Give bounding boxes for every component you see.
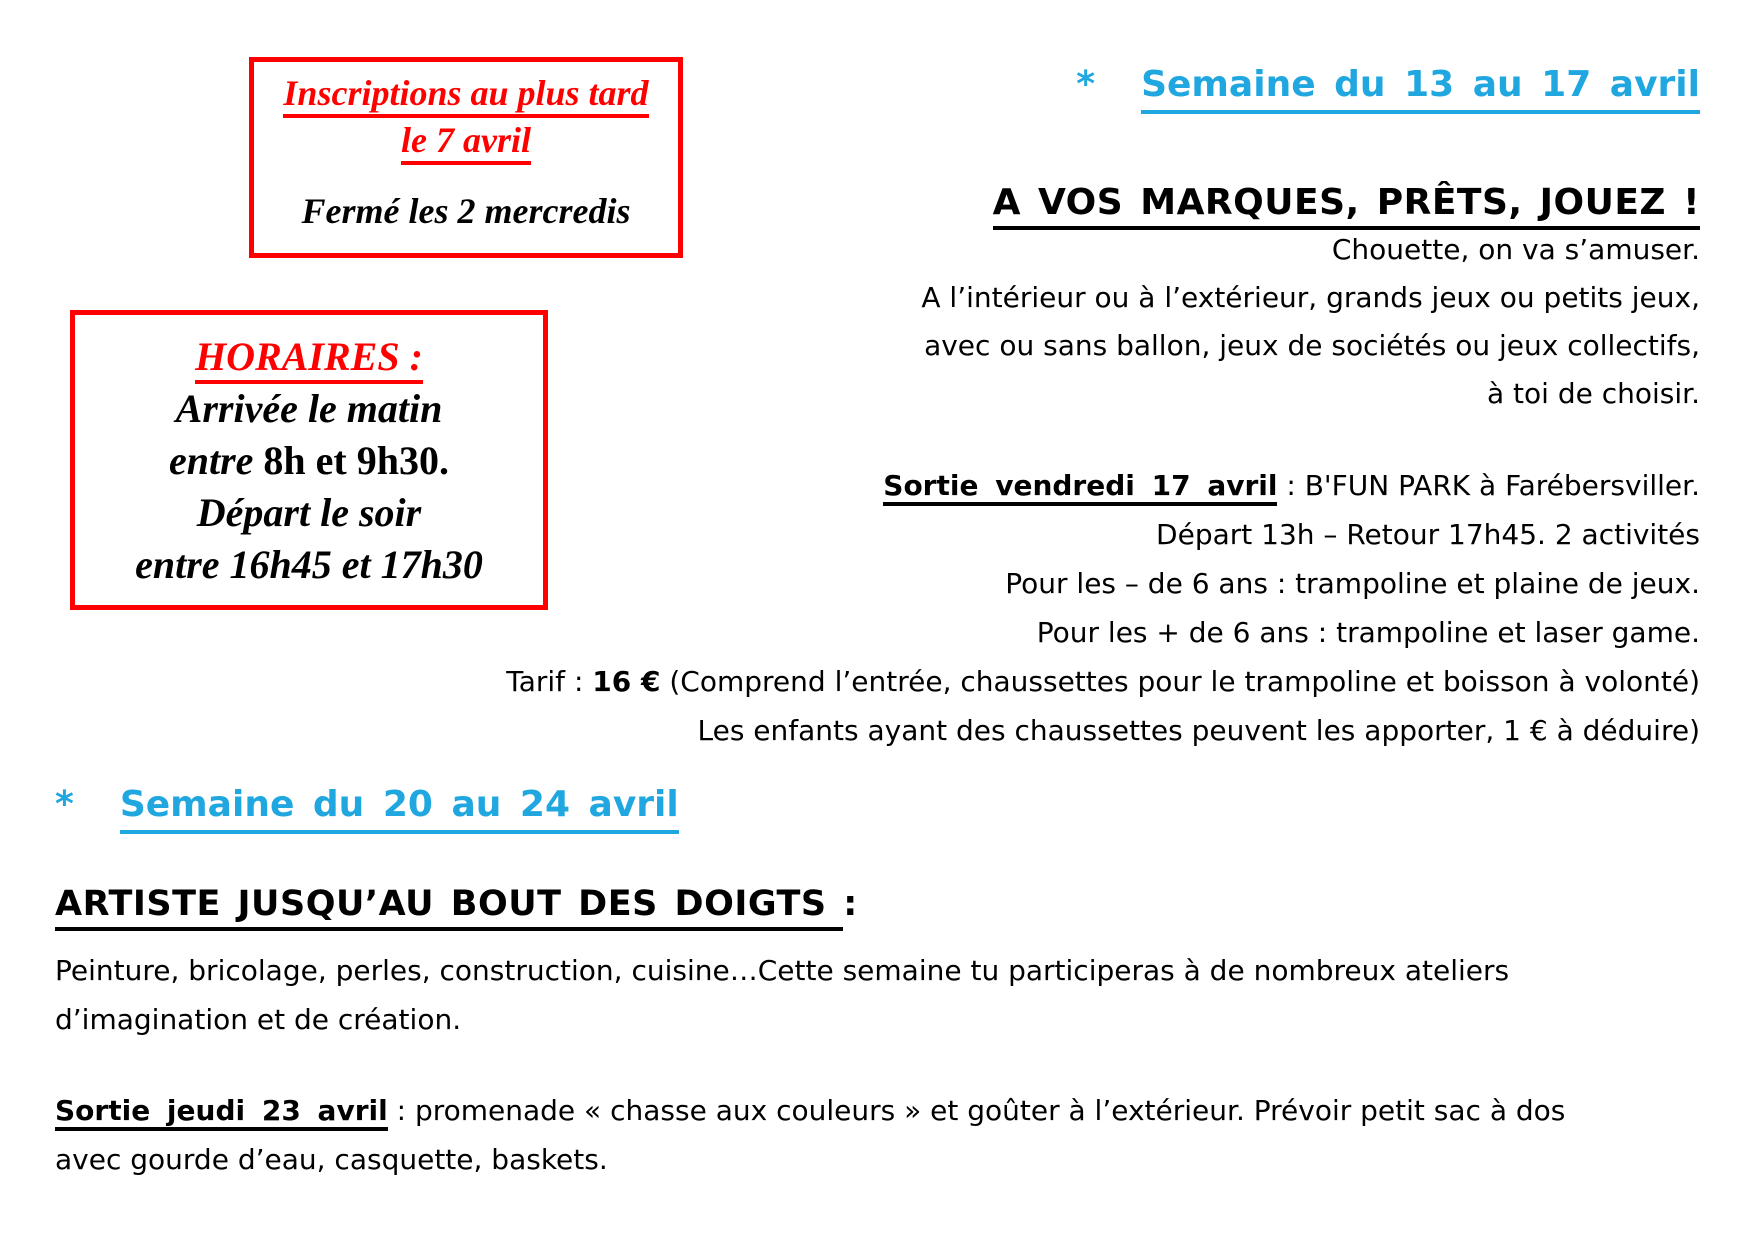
arrival-entre-text: entre — [168, 438, 264, 483]
departure-line-2: entre 16h45 et 17h30 — [135, 542, 483, 587]
week1-activity-heading — [993, 182, 1700, 223]
week1-tarif-note: Les enfants ayant des chaussettes peuvent les apporter, 1 € à déduire) — [697, 714, 1700, 747]
week2-outing-label: Sortie jeudi 23 avril — [55, 1094, 388, 1131]
week1-intro-line: à toi de choisir. — [1486, 377, 1700, 410]
week2-outing-details: : promenade « chasse aux couleurs » et goûter à l’extérieur. Prévoir petit sac à dos — [387, 1094, 1566, 1127]
week1-intro-paragraph — [600, 226, 1700, 418]
inscriptions-date-text: le 7 avril — [401, 120, 531, 165]
week1-title: Semaine du 13 au 17 avril — [1141, 64, 1700, 114]
week1-outing-detail: Pour les – de 6 ans : trampoline et plaine de jeux. — [1005, 567, 1700, 600]
closed-wednesdays-note: Fermé les 2 mercredis — [301, 191, 631, 231]
week2-activity-heading — [55, 884, 858, 924]
week1-outing-destination: : B'FUN PARK à Farébersviller. — [1277, 469, 1700, 502]
week2-bullet-asterisk: * — [55, 784, 74, 825]
arrival-hours-text: 8h et 9h30. — [263, 438, 449, 483]
week1-tarif-line — [230, 657, 1700, 706]
week1-outing-detail: Départ 13h – Retour 17h45. 2 activités — [1156, 518, 1700, 551]
week1-outing-paragraph — [230, 461, 1700, 755]
week1-intro-line: Chouette, on va s’amuser. — [1331, 233, 1700, 266]
week2-description-paragraph — [55, 946, 1714, 1044]
week2-activity-colon: : — [843, 884, 858, 924]
inscriptions-deadline-text: Inscriptions au plus tard — [283, 73, 648, 118]
week2-outing-line-1 — [55, 1086, 1714, 1135]
inscriptions-line-2 — [254, 117, 678, 164]
week1-heading — [1076, 64, 1700, 114]
week1-outing-label: Sortie vendredi 17 avril — [883, 469, 1277, 506]
week1-outing-line-1 — [230, 461, 1700, 510]
departure-line-1: Départ le soir — [196, 490, 422, 535]
week1-outing-detail: Pour les + de 6 ans : trampoline et laser game. — [1036, 616, 1700, 649]
tarif-prefix: Tarif : — [506, 665, 593, 698]
tarif-details: (Comprend l’entrée, chaussettes pour le trampoline et boisson à volonté) — [660, 665, 1700, 698]
week2-title: Semaine du 20 au 24 avril — [120, 784, 679, 834]
tarif-amount: 16 € — [592, 665, 661, 698]
week1-intro-line: avec ou sans ballon, jeux de sociétés ou jeux collectifs, — [924, 329, 1700, 362]
week2-outing-paragraph — [55, 1086, 1714, 1184]
week2-outing-line-2: avec gourde d’eau, casquette, baskets. — [55, 1143, 608, 1176]
week2-activity-title-text: ARTISTE JUSQU’AU BOUT DES DOIGTS — [55, 884, 843, 931]
inscriptions-line-1 — [254, 70, 678, 117]
week1-activity-title-text: A VOS MARQUES, PRÊTS, JOUEZ ! — [993, 182, 1700, 230]
horaires-title — [75, 331, 543, 383]
arrival-line-1: Arrivée le matin — [175, 386, 443, 431]
horaires-title-text: HORAIRES : — [195, 334, 423, 384]
week1-intro-line: A l’intérieur ou à l’extérieur, grands jeux ou petits jeux, — [921, 281, 1700, 314]
week1-bullet-asterisk: * — [1076, 64, 1096, 105]
week2-description-line: d’imagination et de création. — [55, 1003, 462, 1036]
week2-description-line: Peinture, bricolage, perles, construction, cuisine…Cette semaine tu participeras à de nombreux ateliers — [55, 954, 1510, 987]
week2-heading — [55, 784, 679, 834]
